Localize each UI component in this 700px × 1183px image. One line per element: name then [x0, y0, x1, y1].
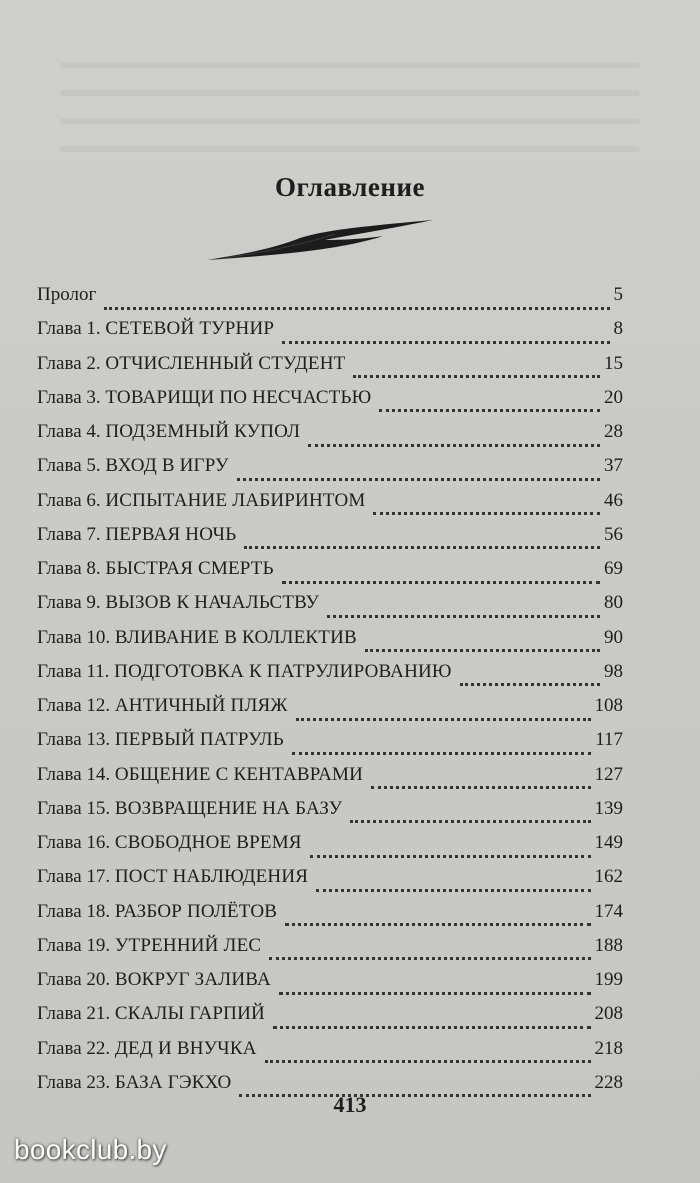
toc-chapter-title: СЕТЕВОЙ ТУРНИР: [105, 318, 275, 340]
toc-entry-label: [37, 729, 288, 751]
toc-entry-label: [37, 387, 375, 409]
watermark-text: bookclub.by: [14, 1134, 167, 1165]
toc-page-number: 37: [604, 455, 623, 477]
page-number: 413: [333, 1092, 367, 1117]
toc-chapter-title: ВОКРУГ ЗАЛИВА: [114, 969, 271, 990]
toc-entry: [37, 832, 623, 866]
toc-chapter-title: ПЕРВАЯ НОЧЬ: [105, 523, 237, 545]
toc-dot-leader: [371, 780, 590, 789]
toc-entry: [37, 661, 623, 695]
toc-dot-leader: [373, 506, 600, 515]
toc-entry: [37, 935, 623, 969]
toc-entry: [37, 901, 623, 935]
toc-dot-leader: [460, 677, 600, 686]
toc-chapter-title: ВОЗВРАЩЕНИЕ НА БАЗУ: [114, 797, 343, 819]
toc-chapter-title: ТОВАРИЩИ ПО НЕСЧАСТЬЮ: [105, 386, 372, 408]
toc-entry-label: [37, 969, 275, 991]
toc-chapter-number: Глава 1.: [37, 318, 101, 340]
toc-entry-label: [37, 490, 369, 512]
toc-entry-label: [37, 1072, 235, 1094]
toc-entry: [37, 969, 623, 1003]
toc-chapter-title: ОБЩЕНИЕ С КЕНТАВРАМИ: [114, 763, 364, 785]
toc-chapter-number: Глава 6.: [37, 489, 101, 511]
toc-chapter-title: СВОБОДНОЕ ВРЕМЯ: [114, 832, 302, 853]
toc-entry: [37, 592, 623, 626]
toc-entry-label: [37, 627, 361, 649]
toc-entry-label: [37, 592, 323, 614]
toc-chapter-number: Глава 17.: [37, 866, 111, 888]
toc-page-number: 208: [594, 1003, 623, 1025]
toc-chapter-title: ВЫЗОВ К НАЧАЛЬСТВУ: [105, 592, 320, 614]
toc-chapter-number: Глава 11.: [37, 660, 110, 682]
toc-chapter-number: Глава 12.: [37, 695, 111, 716]
toc-entry: [37, 490, 623, 524]
toc-entry: [37, 455, 623, 489]
toc-page-number: 149: [594, 832, 623, 853]
toc-dot-leader: [308, 438, 600, 447]
toc-entry-label: [37, 1003, 269, 1025]
toc-entry: [37, 318, 623, 352]
toc-chapter-title: ПОСТ НАБЛЮДЕНИЯ: [114, 866, 309, 888]
toc-entry-label: [37, 318, 278, 340]
toc-chapter-title: ВЛИВАНИЕ В КОЛЛЕКТИВ: [114, 626, 357, 648]
toc-entry: [37, 1038, 623, 1072]
toc-chapter-number: Глава 18.: [37, 900, 111, 922]
toc-chapter-number: Глава 19.: [37, 934, 111, 956]
toc-entry-label: [37, 866, 312, 888]
toc-chapter-title: ПОДГОТОВКА К ПАТРУЛИРОВАНИЮ: [114, 660, 452, 682]
toc-entry-label: [37, 284, 100, 306]
toc-chapter-number: Глава 14.: [37, 763, 111, 785]
toc-chapter-title: ИСПЫТАНИЕ ЛАБИРИНТОМ: [105, 489, 366, 511]
toc-chapter-title: ПЕРВЫЙ ПАТРУЛЬ: [114, 729, 284, 751]
toc-chapter-number: Глава 16.: [37, 832, 111, 853]
toc-chapter-title: СКАЛЫ ГАРПИЙ: [114, 1003, 265, 1025]
toc-dot-leader: [379, 403, 600, 412]
toc-page-number: 162: [594, 866, 623, 888]
toc-entry: [37, 695, 623, 729]
toc-chapter-title: ОТЧИСЛЕННЫЙ СТУДЕНТ: [105, 352, 346, 374]
toc-dot-leader: [269, 951, 590, 960]
toc-dot-leader: [282, 335, 609, 344]
toc-chapter-number: Глава 22.: [37, 1037, 111, 1059]
toc-chapter-number: Глава 5.: [37, 455, 101, 477]
toc-page-number: 46: [604, 489, 623, 511]
toc-entry-label: [37, 798, 346, 820]
toc-dot-leader: [350, 814, 590, 823]
toc-page-number: 218: [594, 1037, 623, 1059]
toc-chapter-number: Глава 3.: [37, 386, 101, 408]
toc-dot-leader: [285, 917, 590, 926]
toc-dot-leader: [282, 575, 600, 584]
toc-entry: [37, 353, 623, 387]
toc-entry-label: [37, 558, 278, 580]
toc-entry-label: [37, 661, 456, 683]
toc-entry-label: [37, 901, 281, 923]
toc-entry: [37, 558, 623, 592]
toc-chapter-number: Глава 9.: [37, 592, 101, 614]
toc-chapter-title: УТРЕННИЙ ЛЕС: [114, 934, 262, 956]
toc-dot-leader: [353, 369, 600, 378]
toc-dot-leader: [237, 472, 600, 481]
toc-entry: [37, 866, 623, 900]
toc-entry-label: [37, 421, 304, 443]
toc-page-number: 8: [613, 318, 623, 340]
toc-chapter-number: Глава 8.: [37, 558, 101, 579]
toc-chapter-number: Глава 7.: [37, 523, 101, 545]
table-of-contents: [37, 284, 623, 1106]
toc-dot-leader: [365, 643, 600, 652]
toc-entry: [37, 627, 623, 661]
toc-entry-label: [37, 832, 306, 854]
toc-chapter-number: Глава 4.: [37, 421, 101, 442]
toc-page-number: 28: [604, 421, 623, 442]
toc-dot-leader: [292, 746, 591, 755]
toc-entry-label: [37, 353, 349, 375]
toc-entry: [37, 524, 623, 558]
toc-chapter-title: БЫСТРАЯ СМЕРТЬ: [105, 558, 274, 579]
ornament-swoosh-icon: [205, 218, 435, 264]
toc-page-number: 80: [604, 592, 623, 614]
toc-entry: [37, 764, 623, 798]
toc-chapter-title: АНТИЧНЫЙ ПЛЯЖ: [114, 695, 288, 716]
toc-chapter-title: БАЗА ГЭКХО: [114, 1071, 232, 1093]
toc-dot-leader: [316, 883, 590, 892]
toc-chapter-number: Глава 20.: [37, 969, 111, 990]
toc-dot-leader: [104, 301, 609, 310]
toc-page-number: 98: [604, 660, 623, 682]
toc-chapter-title: ПОДЗЕМНЫЙ КУПОЛ: [105, 421, 301, 442]
toc-chapter-number: Пролог: [37, 284, 97, 305]
toc-chapter-number: Глава 10.: [37, 626, 111, 648]
toc-chapter-title: РАЗБОР ПОЛЁТОВ: [114, 900, 278, 922]
toc-entry: [37, 421, 623, 455]
toc-entry: [37, 284, 623, 318]
toc-chapter-number: Глава 13.: [37, 729, 111, 751]
toc-chapter-number: Глава 21.: [37, 1003, 111, 1025]
toc-dot-leader: [265, 1054, 591, 1063]
toc-dot-leader: [244, 540, 600, 549]
toc-page-number: 90: [604, 626, 623, 648]
toc-page-number: 199: [594, 969, 623, 990]
toc-page-number: 188: [594, 934, 623, 956]
toc-entry-label: [37, 764, 367, 786]
toc-page-number: 139: [594, 797, 623, 819]
toc-entry: [37, 1003, 623, 1037]
toc-chapter-title: ДЕД И ВНУЧКА: [114, 1037, 257, 1059]
toc-page-number: 228: [594, 1071, 623, 1093]
toc-dot-leader: [327, 609, 600, 618]
toc-chapter-number: Глава 15.: [37, 797, 111, 819]
toc-entry: [37, 798, 623, 832]
toc-chapter-title: ВХОД В ИГРУ: [105, 455, 229, 477]
toc-heading: Оглавление: [275, 172, 425, 202]
toc-dot-leader: [296, 712, 591, 721]
toc-chapter-number: Глава 23.: [37, 1071, 111, 1093]
toc-dot-leader: [310, 849, 591, 858]
toc-entry: [37, 729, 623, 763]
toc-page-number: 56: [604, 523, 623, 545]
toc-page-number: 15: [604, 352, 623, 374]
toc-entry: [37, 387, 623, 421]
toc-page-number: 117: [595, 729, 623, 751]
toc-dot-leader: [279, 986, 591, 995]
toc-dot-leader: [273, 1020, 591, 1029]
bleed-through-texture: [60, 40, 640, 180]
toc-page-number: 20: [604, 386, 623, 408]
toc-page-number: 174: [594, 900, 623, 922]
toc-entry-label: [37, 455, 233, 477]
toc-page-number: 127: [594, 763, 623, 785]
toc-entry-label: [37, 695, 292, 717]
toc-entry-label: [37, 1038, 261, 1060]
toc-page-number: 5: [613, 284, 623, 305]
toc-page-number: 108: [594, 695, 623, 716]
toc-entry-label: [37, 935, 265, 957]
toc-entry-label: [37, 524, 240, 546]
toc-chapter-number: Глава 2.: [37, 352, 101, 374]
toc-page-number: 69: [604, 558, 623, 579]
